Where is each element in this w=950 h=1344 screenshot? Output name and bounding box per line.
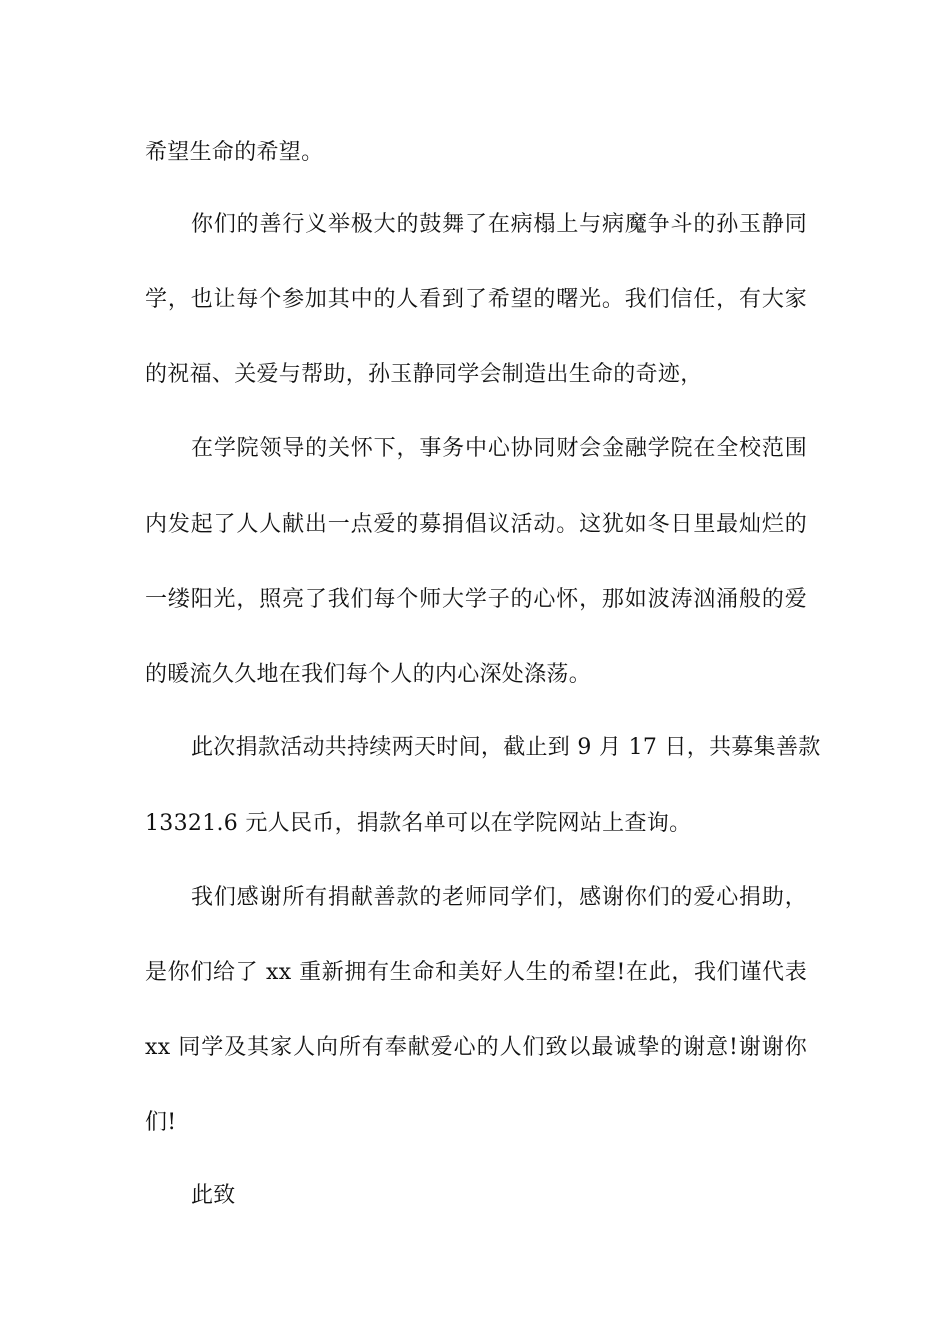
text-line: 希望生命的希望。 <box>145 140 324 165</box>
text-line: 的祝福、关爱与帮助，孙玉静同学会制造出生命的奇迹， <box>145 362 703 387</box>
paragraph-start-line: 在学院领导的关怀下，事务中心协同财会金融学院在全校范围 <box>191 436 807 461</box>
text-line: xx 同学及其家人向所有奉献爱心的人们致以最诚挚的谢意!谢谢你 <box>145 1035 807 1060</box>
paragraph-start-line: 此次捐款活动共持续两天时间，截止到 9 月 17 日，共募集善款 <box>191 735 821 760</box>
text-line: 13321.6 元人民币，捐款名单可以在学院网站上查询。 <box>145 811 692 836</box>
text-line: 们! <box>145 1110 177 1135</box>
paragraph-start-line: 我们感谢所有捐献善款的老师同学们，感谢你们的爱心捐助， <box>191 885 807 910</box>
text-line: 是你们给了 xx 重新拥有生命和美好人生的希望!在此，我们谨代表 <box>145 960 807 985</box>
text-line: 内发起了人人献出一点爱的募捐倡议活动。这犹如冬日里最灿烂的 <box>145 512 807 537</box>
text-line: 的暖流久久地在我们每个人的内心深处涤荡。 <box>145 662 592 687</box>
paragraph-start-line: 你们的善行义举极大的鼓舞了在病榻上与病魔争斗的孙玉静同 <box>191 212 807 237</box>
text-line: 一缕阳光，照亮了我们每个师大学子的心怀，那如波涛汹涌般的爱 <box>145 587 807 612</box>
closing-salutation: 此致 <box>191 1183 236 1208</box>
text-line: 学，也让每个参加其中的人看到了希望的曙光。我们信任，有大家 <box>145 287 807 312</box>
